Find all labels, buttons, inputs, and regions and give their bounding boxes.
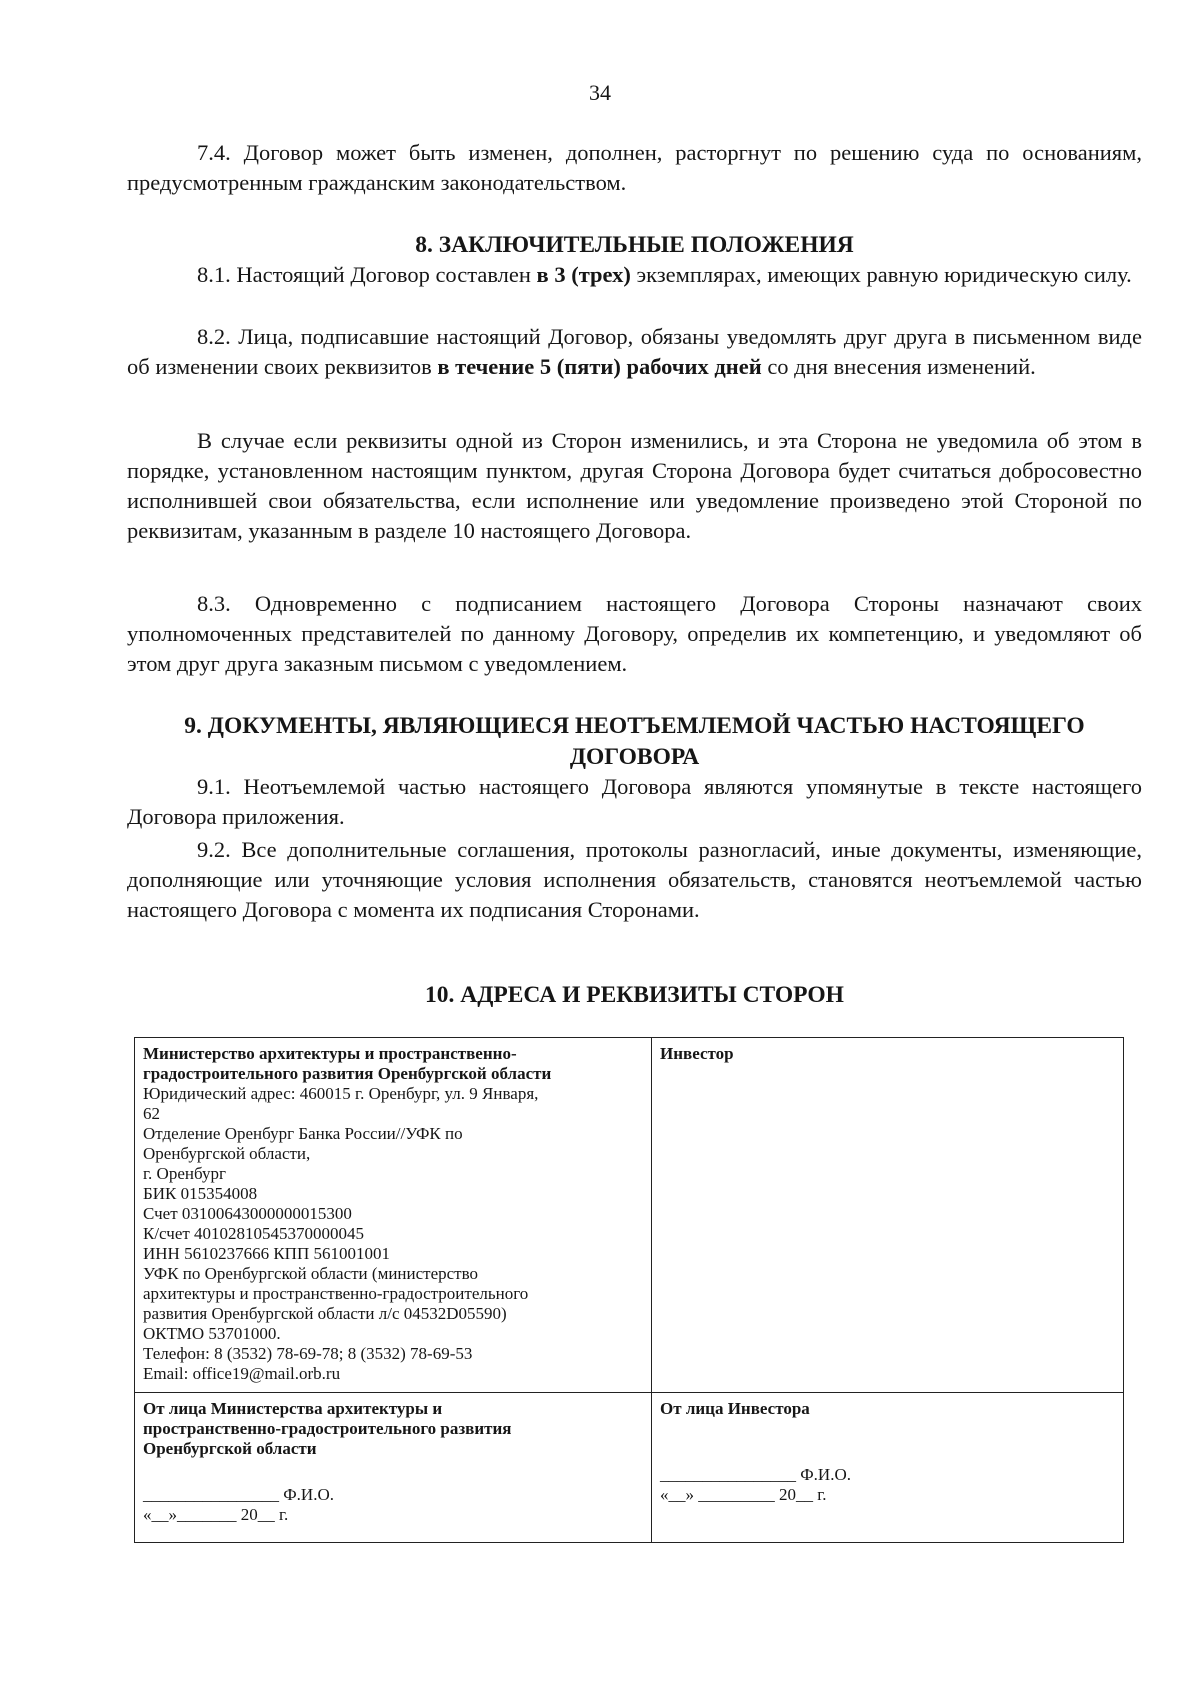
- ministry-line: ИНН 5610237666 КПП 561001001: [143, 1244, 390, 1263]
- ministry-line: Оренбургской области,: [143, 1144, 311, 1163]
- paragraph-9-2: 9.2. Все дополнительные соглашения, протоколы разногласий, иные документы, изменяющие, дополняющие или уточняющие условия исполнения обязательств, становятся неотъемлемой частью настоящего Договора с момента их подписания Сторонами.: [127, 837, 1142, 922]
- ministry-line: Телефон: 8 (3532) 78-69-78; 8 (3532) 78-69-53: [143, 1344, 473, 1363]
- ministry-line: архитектуры и пространственно-градостроительного: [143, 1284, 529, 1303]
- ministry-line: Счет 03100643000000015300: [143, 1204, 352, 1223]
- ministry-date-line: «__»_______ 20__ г.: [143, 1505, 289, 1524]
- ministry-line: развития Оренбургской области л/с 04532D05590): [143, 1304, 507, 1323]
- requisites-table: [134, 1037, 1124, 1543]
- ministry-signature-title: От лица Министерства архитектуры и пространственно-градостроительного развития Оренбургской области: [143, 1399, 512, 1458]
- investor-fio-line: ________________ Ф.И.О.: [660, 1465, 851, 1484]
- ministry-line: Юридический адрес: 460015 г. Оренбург, ул. 9 Января,: [143, 1084, 539, 1103]
- paragraph-8-1: [127, 260, 1142, 290]
- ministry-line: 62: [143, 1104, 160, 1123]
- paragraph-8-1-text-c: экземплярах, имеющих равную юридическую силу.: [630, 262, 1132, 287]
- ministry-fio-line: ________________ Ф.И.О.: [143, 1485, 334, 1504]
- requisites-row: [135, 1038, 1124, 1393]
- investor-requisites-cell: [652, 1038, 1124, 1393]
- ministry-line: УФК по Оренбургской области (министерство: [143, 1264, 479, 1283]
- ministry-line: Email: office19@mail.orb.ru: [143, 1364, 341, 1383]
- paragraph-9-1: 9.1. Неотъемлемой частью настоящего Договора являются упомянутые в тексте настоящего Договора приложения.: [127, 774, 1142, 829]
- ministry-line: г. Оренбург: [143, 1164, 226, 1183]
- paragraph-8-1-text-a: 8.1. Настоящий Договор составлен: [197, 262, 537, 287]
- investor-date-line: «__» _________ 20__ г.: [660, 1485, 827, 1504]
- paragraph-8-2-text-c: со дня внесения изменений.: [761, 354, 1036, 379]
- ministry-signature-cell: [135, 1393, 652, 1543]
- ministry-line: К/счет 40102810545370000045: [143, 1224, 365, 1243]
- section-9-title: [127, 711, 1142, 773]
- paragraph-8-2: [127, 322, 1142, 382]
- investor-signature-block: [660, 1465, 1115, 1505]
- ministry-line: Отделение Оренбург Банка России//УФК по: [143, 1124, 463, 1143]
- section-9-title-line2: ДОГОВОРА: [569, 744, 700, 770]
- paragraph-8-1-bold: в 3 (трех): [536, 262, 631, 287]
- paragraph-8-2-bold: в течение 5 (пяти) рабочих дней: [437, 354, 762, 379]
- section-9-title-line1: 9. ДОКУМЕНТЫ, ЯВЛЯЮЩИЕСЯ НЕОТЪЕМЛЕМОЙ ЧАСТЬЮ НАСТОЯЩЕГО: [184, 713, 1085, 739]
- section-8-title: 8. ЗАКЛЮЧИТЕЛЬНЫЕ ПОЛОЖЕНИЯ: [415, 232, 854, 258]
- ministry-signature-block: [143, 1485, 643, 1525]
- ministry-line: ОКТМО 53701000.: [143, 1324, 281, 1343]
- ministry-requisites-cell: [135, 1038, 652, 1393]
- paragraph-7-4: 7.4. Договор может быть изменен, дополнен, расторгнут по решению суда по основаниям, предусмотренным гражданским законодательством.: [127, 140, 1142, 195]
- paragraph-8-3: 8.3. Одновременно с подписанием настоящего Договора Стороны назначают своих уполномоченных представителей по данному Договору, определив их компетенцию, и уведомляют об этом друг друга заказным письмом с уведомлением.: [127, 591, 1142, 676]
- signature-row: [135, 1393, 1124, 1543]
- investor-name: Инвестор: [660, 1044, 734, 1063]
- ministry-name: Министерство архитектуры и пространственно- градостроительного развития Оренбургской области: [143, 1044, 552, 1083]
- ministry-line: БИК 015354008: [143, 1184, 258, 1203]
- investor-signature-title: От лица Инвестора: [660, 1399, 810, 1418]
- paragraph-8-2-text-a: 8.2. Лица, подписавшие настоящий Договор, обязаны уведомлять друг друга в письменном виде об изменении своих реквизитов: [127, 324, 1142, 379]
- section-10-title: 10. АДРЕСА И РЕКВИЗИТЫ СТОРОН: [425, 982, 844, 1008]
- paragraph-8-2-continued: В случае если реквизиты одной из Сторон изменились, и эта Сторона не уведомила об этом в порядке, установленном настоящим пунктом, другая Сторона Договора будет считаться добросовестно исполнившей свои обязательства, если исполнение или уведомление произведено этой Стороной по реквизитам, указанным в разделе 10 настоящего Договора.: [127, 428, 1142, 543]
- investor-signature-cell: [652, 1393, 1124, 1543]
- page-number: 34: [589, 80, 611, 105]
